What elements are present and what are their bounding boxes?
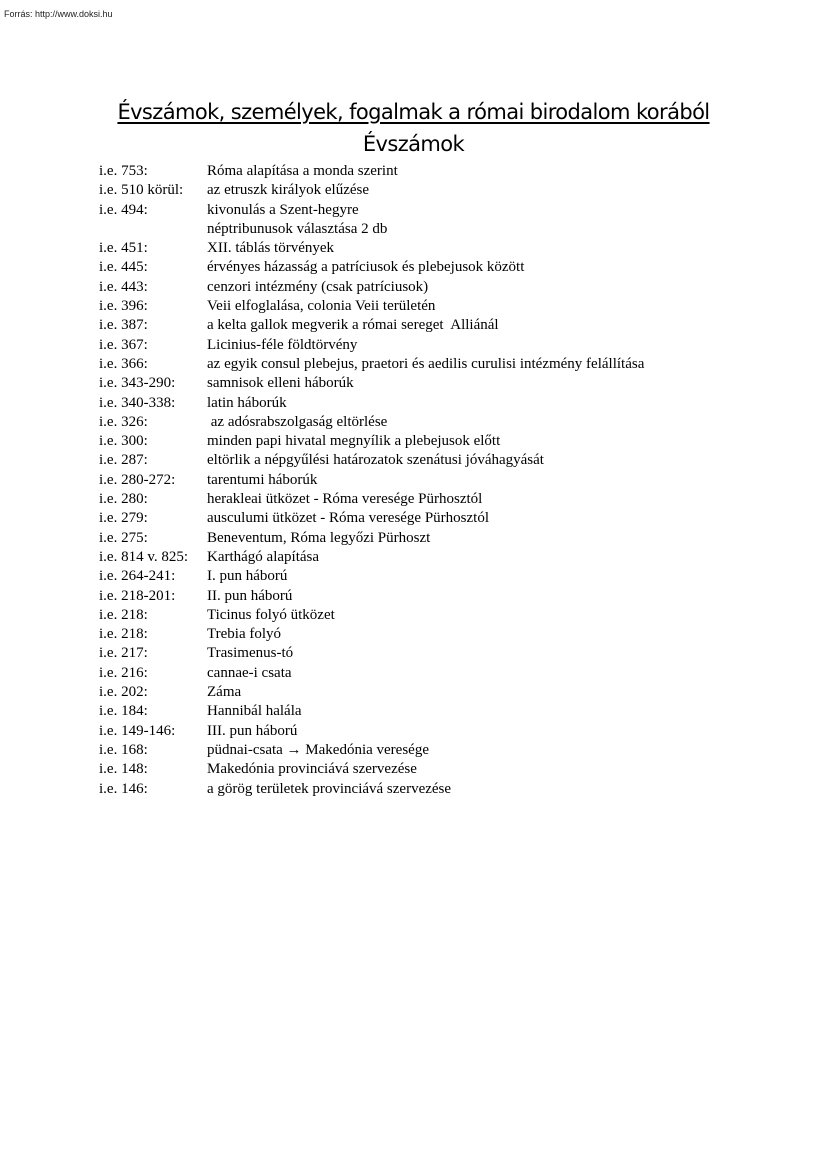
- event-description: Ticinus folyó ütközet: [207, 606, 335, 623]
- event-date: i.e. 326:: [99, 413, 148, 430]
- event-date: i.e. 443:: [99, 278, 148, 295]
- event-description: tarentumi háborúk: [207, 471, 318, 488]
- event-date: i.e. 510 körül:: [99, 182, 184, 199]
- timeline-row: [99, 644, 799, 663]
- event-description: Veii elfoglalása, colonia Veii területén: [207, 298, 436, 315]
- event-date: i.e. 279:: [99, 510, 148, 527]
- event-description: Hannibál halála: [207, 703, 302, 720]
- event-date: i.e. 367:: [99, 336, 148, 353]
- event-description: Trasimenus-tó: [207, 645, 294, 662]
- event-date: [99, 220, 207, 239]
- event-date: i.e. 494:: [99, 201, 148, 218]
- timeline-row: [99, 548, 799, 567]
- timeline-row: [99, 432, 799, 451]
- event-description: ausculumi ütközet - Róma veresége Pürhosztól: [207, 510, 490, 527]
- event-date: i.e. 184:: [99, 703, 148, 720]
- timeline-row: [99, 780, 799, 799]
- event-date: i.e. 275:: [99, 529, 148, 546]
- event-description: az etruszk királyok elűzése: [207, 182, 370, 199]
- event-date: i.e. 146:: [99, 780, 148, 797]
- event-date: i.e. 814 v. 825:: [99, 548, 189, 565]
- event-date: i.e. 753:: [99, 163, 148, 179]
- event-description: Beneventum, Róma legyőzi Pürhoszt: [207, 529, 431, 546]
- event-date: i.e. 396:: [99, 298, 148, 315]
- event-description: a kelta gallok megverik a római sereget Alliánál: [207, 317, 499, 334]
- event-date: i.e. 168:: [99, 741, 148, 758]
- event-description: Róma alapítása a monda szerint: [207, 163, 398, 179]
- timeline-row: [99, 587, 799, 606]
- timeline-row: [99, 490, 799, 509]
- event-description: cannae-i csata: [207, 664, 292, 681]
- event-description: Záma: [207, 684, 242, 701]
- timeline-row: [99, 394, 799, 413]
- timeline-row: [99, 316, 799, 335]
- event-description: I. pun háború: [207, 568, 288, 585]
- event-description: minden papi hivatal megnyílik a plebejusok előtt: [207, 433, 501, 450]
- event-date: i.e. 218-201:: [99, 587, 176, 604]
- timeline-row: [99, 220, 799, 239]
- event-date: i.e. 366:: [99, 355, 148, 372]
- document-title: Évszámok, személyek, fogalmak a római birodalom korából: [117, 100, 710, 124]
- event-date: i.e. 287:: [99, 452, 148, 469]
- timeline-row: [99, 374, 799, 393]
- timeline-row: [99, 258, 799, 277]
- section-heading: Évszámok: [362, 132, 465, 156]
- event-description: kivonulás a Szent-hegyre: [207, 201, 359, 218]
- timeline-row: [99, 702, 799, 721]
- timeline-row: [99, 741, 799, 760]
- event-description: XII. táblás törvények: [207, 240, 335, 257]
- event-date: i.e. 218:: [99, 626, 148, 643]
- event-date: i.e. 300:: [99, 433, 148, 450]
- event-description: III. pun háború: [207, 722, 298, 739]
- event-description: II. pun háború: [207, 587, 293, 604]
- event-description: Makedónia provinciává szervezése: [207, 761, 417, 778]
- timeline-row: [99, 413, 799, 432]
- event-description: püdnai-csata → Makedónia veresége: [207, 741, 429, 758]
- event-description: az egyik consul plebejus, praetori és aedilis curulisi intézmény felállítása: [207, 355, 645, 372]
- event-date: i.e. 343-290:: [99, 375, 176, 392]
- timeline-row: [99, 529, 799, 548]
- timeline-row: [99, 201, 799, 220]
- event-description: latin háborúk: [207, 394, 287, 411]
- event-description: érvényes házasság a patríciusok és plebejusok között: [207, 259, 525, 276]
- timeline-row: [99, 760, 799, 779]
- timeline-row: [99, 471, 799, 490]
- timeline-row: [99, 162, 799, 181]
- event-description: néptribunusok választása 2 db: [207, 220, 388, 237]
- event-date: i.e. 264-241:: [99, 568, 176, 585]
- event-description: eltörlik a népgyűlési határozatok szenátusi jóváhagyását: [207, 452, 544, 469]
- event-description: az adósrabszolgaság eltörlése: [207, 413, 388, 430]
- event-description: a görög területek provinciává szervezése: [207, 780, 452, 797]
- event-description: Trebia folyó: [207, 626, 282, 643]
- timeline-row: [99, 606, 799, 625]
- event-date: i.e. 149-146:: [99, 722, 176, 739]
- timeline-row: [99, 355, 799, 374]
- timeline-row: [99, 297, 799, 316]
- timeline-row: [99, 625, 799, 644]
- timeline-row: [99, 451, 799, 470]
- event-description: Licinius-féle földtörvény: [207, 336, 358, 353]
- event-description: samnisok elleni háborúk: [207, 375, 354, 392]
- timeline-row: [99, 278, 799, 297]
- timeline-row: [99, 664, 799, 683]
- timeline-row: [99, 181, 799, 200]
- event-date: i.e. 202:: [99, 684, 148, 701]
- event-date: i.e. 280:: [99, 491, 148, 508]
- event-description: herakleai ütközet - Róma veresége Pürhosztól: [207, 491, 483, 508]
- event-date: i.e. 216:: [99, 664, 148, 681]
- event-date: i.e. 340-338:: [99, 394, 176, 411]
- timeline-row: [99, 336, 799, 355]
- event-description: cenzori intézmény (csak patríciusok): [207, 278, 429, 295]
- timeline-row: [99, 722, 799, 741]
- timeline-row: [99, 567, 799, 586]
- event-date: i.e. 387:: [99, 317, 148, 334]
- event-date: i.e. 451:: [99, 240, 148, 257]
- event-description: Karthágó alapítása: [207, 548, 320, 565]
- event-date: i.e. 445:: [99, 259, 148, 276]
- timeline-list: [99, 162, 799, 799]
- event-date: i.e. 280-272:: [99, 471, 176, 488]
- event-date: i.e. 217:: [99, 645, 148, 662]
- timeline-row: [99, 509, 799, 528]
- event-date: i.e. 148:: [99, 761, 148, 778]
- event-date: i.e. 218:: [99, 606, 148, 623]
- source-note: Forrás: http://www.doksi.hu: [4, 9, 113, 19]
- timeline-row: [99, 683, 799, 702]
- timeline-row: [99, 239, 799, 258]
